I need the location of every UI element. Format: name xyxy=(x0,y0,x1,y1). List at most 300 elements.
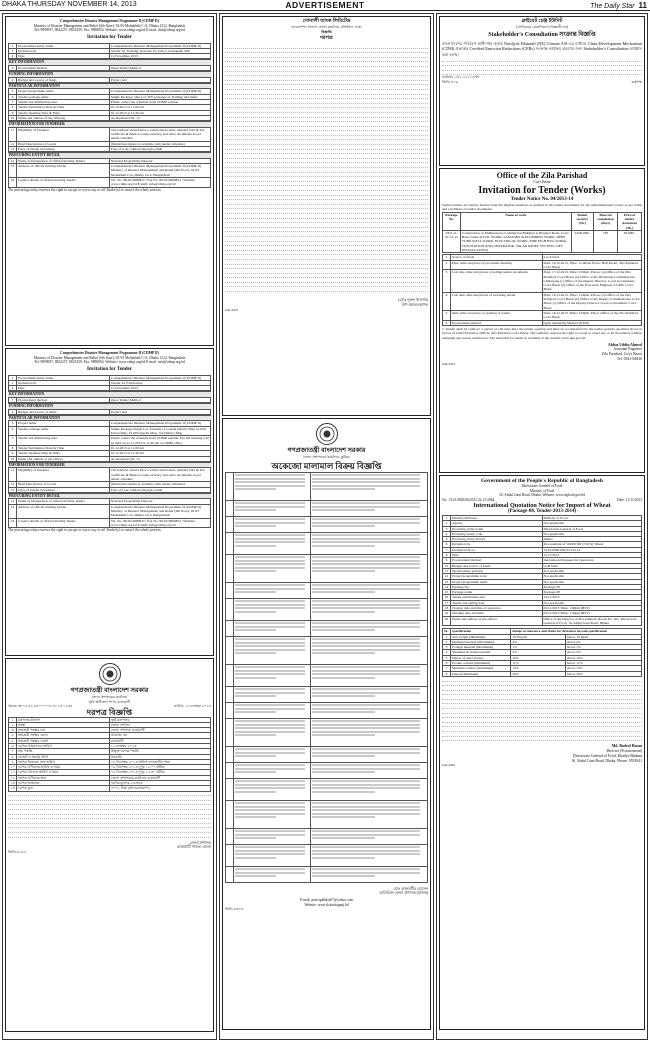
table-cell: 13 xyxy=(443,579,451,584)
table-row xyxy=(226,598,428,620)
text-line xyxy=(312,481,421,483)
table-cell: 14 xyxy=(9,499,17,504)
table-cell: দরপত্র জামানত xyxy=(17,781,110,786)
table-cell: 9 xyxy=(9,110,17,115)
ad-cdmp-2 xyxy=(5,348,214,656)
ad2-sec-proc: PROCURING ENTITY DETAIL xyxy=(8,493,211,499)
text-line xyxy=(235,837,276,839)
text-line xyxy=(312,711,375,713)
text-line xyxy=(235,481,305,483)
text-line xyxy=(312,626,421,628)
table-cell xyxy=(234,718,311,746)
table-row xyxy=(9,146,211,151)
ad4-sig1: (মোঃ নুরুল ইসলাম) xyxy=(398,298,428,303)
table-cell: 3 xyxy=(9,65,17,70)
ad6-body-lines xyxy=(442,57,642,75)
text-line xyxy=(235,692,305,694)
ad8-body-lines xyxy=(442,677,642,741)
table-cell: Tender for Fabrication xyxy=(109,380,210,385)
table-cell: Procurement method xyxy=(17,65,110,70)
table-cell xyxy=(310,582,427,598)
table-cell: Budget and source of funds xyxy=(17,77,110,82)
table-cell: ৬ xyxy=(9,743,17,748)
table-row xyxy=(443,310,642,320)
ad4-top1: সোনালী ব্যাংক লিমিটেড xyxy=(302,19,351,24)
text-line xyxy=(312,478,421,480)
table-cell: 15 xyxy=(443,590,451,595)
text-line xyxy=(235,560,305,562)
text-line xyxy=(235,545,276,547)
ad7-sign-name: Abbas Uddin Ahmed xyxy=(608,342,642,347)
text-line xyxy=(235,567,305,569)
table-cell: Tender last distributing date xyxy=(17,436,110,446)
table-cell: ১০ xyxy=(10,765,15,770)
table-cell: 3 xyxy=(9,397,17,402)
text-line xyxy=(312,645,421,647)
table-cell: Open Tender Method xyxy=(109,65,210,70)
text-line xyxy=(312,642,421,644)
text-line xyxy=(312,570,375,572)
text-line xyxy=(312,677,375,679)
text-line xyxy=(312,518,421,520)
table-cell: 13 xyxy=(9,146,17,151)
table-cell: 7 xyxy=(9,436,17,446)
text-line xyxy=(235,607,305,609)
table-cell: Test weight (Minimum) xyxy=(451,634,511,639)
table-cell: Procuring entity code xyxy=(451,531,543,536)
table-cell: ১১ xyxy=(10,770,15,775)
table-cell: 8 xyxy=(443,671,451,676)
table-cell: Gluten (minimum) xyxy=(451,671,511,676)
table-cell xyxy=(226,844,234,866)
ad8-min: Ministry of Food xyxy=(529,488,555,493)
table-cell: Project name xyxy=(17,421,110,426)
table-cell: Tender package name xyxy=(17,426,110,436)
table-cell: Not applicable xyxy=(542,574,641,579)
table-cell: Procurement method xyxy=(451,558,543,563)
text-line xyxy=(235,806,305,808)
ad2-org: Comprehensive Disaster Management Programme II (CDMP II) xyxy=(60,351,159,355)
text-line xyxy=(312,857,375,859)
ad5-code: জিডি-৪৩০৩ xyxy=(225,907,243,912)
ad8-sign-addr: 16, Abdul Gani Road, Dhaka. Phone: 9553941 xyxy=(571,758,642,763)
table-cell: Project/programme code xyxy=(451,574,543,579)
table-cell: Open Tender Method xyxy=(109,397,210,402)
ad7-place: Cox's Bazar xyxy=(533,180,551,184)
text-line xyxy=(235,857,276,859)
ad6-org-sub: (সেন্টারফর মেকানিক্যাল বিজ্ঞানীদের) xyxy=(516,25,568,29)
text-line xyxy=(312,560,421,562)
text-line xyxy=(235,850,305,852)
table-cell: Project/programme name xyxy=(451,579,543,584)
ad3-date: তারিখ: ১২ নভেম্বর ২০১৩ xyxy=(173,704,211,708)
table-cell xyxy=(226,762,234,778)
table-cell: সংস্থা xyxy=(17,722,110,727)
ad5-title: অকেজো মালামাল বিক্রয় বিজ্ঞপ্তি xyxy=(271,460,382,471)
text-line xyxy=(312,474,421,476)
table-cell: ক্রয়কারী সংস্থার জেলা xyxy=(17,738,110,743)
ad5-items-table xyxy=(225,472,428,883)
table-cell xyxy=(310,746,427,762)
table-cell: 4 xyxy=(9,409,17,414)
table-cell xyxy=(226,718,234,746)
table-cell: 12 November 2013 xyxy=(109,386,210,391)
table-cell: 6 xyxy=(443,661,451,666)
table-row xyxy=(226,746,428,762)
table-cell: 54,00,000/- xyxy=(571,230,593,252)
table-cell: (Detail description is available with tender schedule) xyxy=(109,141,210,146)
ad2-contact: Tel: 9890937, 8822257, 8821459, Fax: 9890854, Website: www.cdmp.org.bd E-mail: info@cdmp.org.bd xyxy=(34,360,185,364)
table-row xyxy=(443,260,642,270)
table-cell: Address of official inviting Tender xyxy=(17,164,110,178)
table-cell: ০৮ ডিসেম্বর ২০১৩ অফিস চলাকালীন সময় xyxy=(109,759,210,764)
table-cell xyxy=(226,702,234,718)
table-cell: 1 xyxy=(443,255,451,260)
table-cell: Tender package name xyxy=(17,94,110,99)
table-cell: মন্ত্রণালয়/বিভাগ xyxy=(17,717,110,722)
table-cell: বাজেট ও অর্থের উৎস xyxy=(17,754,110,759)
table-row xyxy=(9,456,211,461)
text-line xyxy=(235,541,305,543)
table-cell: Procurement entity name xyxy=(17,43,110,48)
table-row xyxy=(226,778,428,800)
table-cell: 18 xyxy=(443,606,451,611)
text-line xyxy=(225,287,428,292)
table-cell: The tenderer should have a valid trade license, updated VAT & Tax certificate & Bank account solvency and other documents as per tender schedule xyxy=(109,468,210,482)
ad-rangamati-tender xyxy=(5,658,214,1032)
table-row xyxy=(9,786,211,791)
table-cell: 2 xyxy=(9,386,17,391)
table-cell xyxy=(234,620,311,636)
table-cell xyxy=(310,800,427,828)
table-cell: Comprehensive Disaster Management Programme II (CDMP II) Ministry of Disaster Management and Relief (6th floor), 92-93 Mohakhali C/A, Dhaka 1212, Bangladesh xyxy=(109,164,210,178)
table-row xyxy=(9,127,211,141)
table-cell: Shrunken & broken kernels xyxy=(451,650,511,655)
ad7-terms: 7. Tender shall be valid for a period of 120 days after the tender opening and must be accompanied by the tender security specified above in favour of Chief Executive Officer, Zila Parishad, Cox's Bazar. The authority reserves the right to accept or reject any or all the tenders without assigning any reason whatsoever. The invitation for tender is available at the website www.dpp.gov.bd. xyxy=(442,326,642,340)
table-cell: Date xyxy=(17,54,110,59)
ad6-org: ক্লাইমেট চেঞ্জ ইউনিট xyxy=(521,19,563,24)
table-cell: 6 xyxy=(443,542,451,547)
text-line xyxy=(235,816,276,818)
table-cell: above 4% xyxy=(565,639,641,644)
table-cell: 14/11/2013 xyxy=(542,595,641,600)
text-line xyxy=(235,727,305,729)
table-row xyxy=(226,762,428,778)
table-cell: Tender Opening Date & Time xyxy=(17,451,110,456)
text-line xyxy=(312,813,421,815)
text-line xyxy=(235,708,305,710)
table-row xyxy=(443,292,642,310)
table-cell: Invitation for xyxy=(17,380,110,385)
text-line xyxy=(235,645,305,647)
ad2-title: Invitation for Tender xyxy=(87,366,132,372)
text-line xyxy=(235,649,305,651)
table-cell: 5 xyxy=(9,89,17,94)
table-cell xyxy=(310,636,427,664)
text-line xyxy=(312,488,375,490)
text-line xyxy=(235,474,305,476)
table-row xyxy=(226,582,428,598)
table-row xyxy=(226,844,428,866)
ad4-top2: মানবসম্পদ বিভাগ, প্রধান কার্যালয়, মতিঝিল, ঢাকা xyxy=(291,25,362,29)
table-cell: 2 xyxy=(443,260,451,270)
table-cell: Price of Tender Document xyxy=(17,146,110,151)
ad3-dept: ভূমি অধিগ্রহণ শাখা, রাঙামাটি xyxy=(88,699,131,704)
table-cell: Date xyxy=(17,386,110,391)
ad2-table-info xyxy=(8,467,211,492)
table-cell: 10 xyxy=(9,115,17,120)
text-line xyxy=(312,850,421,852)
table-cell: Eligibility of Tenderer xyxy=(17,127,110,141)
table-cell: 4% xyxy=(511,639,566,644)
ad6-footer xyxy=(442,80,642,85)
text-line xyxy=(235,704,305,706)
text-line xyxy=(235,791,276,793)
table-cell: ২ xyxy=(9,722,17,727)
text-line xyxy=(235,673,305,675)
table-cell xyxy=(310,472,427,500)
table-cell: 16 xyxy=(9,177,17,187)
table-cell xyxy=(310,762,427,778)
table-cell: Tel. No. 88-02-9890937 | Fax No. 88-02-9890854 | Website: www.cdmp.org.bd E-mail: info@cdmp.org.bd xyxy=(109,177,210,187)
text-line xyxy=(312,872,421,874)
ad1-note: The procuring entity reserves the right to accept or reject any or all Tender(s) or cancel the whole process. xyxy=(8,187,162,192)
table-cell: 12 xyxy=(443,574,451,579)
table-cell xyxy=(234,866,311,882)
ad2-sec-key: KEY INFORMATION xyxy=(8,391,211,397)
table-cell: Procurement entity name xyxy=(17,375,110,380)
ad-comilla-auction xyxy=(222,418,431,1030)
table-cell: 11% xyxy=(511,661,566,666)
text-line xyxy=(235,802,305,804)
table-cell: above 10% xyxy=(565,655,641,660)
table-cell: 9 xyxy=(443,558,451,563)
ad-wheat-import xyxy=(439,475,645,1030)
table-cell xyxy=(234,664,311,686)
table-cell xyxy=(226,620,234,636)
text-line xyxy=(312,768,421,770)
table-cell: দরপত্র খোলার তারিখ ও সময় xyxy=(17,770,110,775)
text-line xyxy=(235,666,305,668)
ad3-signature xyxy=(8,841,211,851)
table-row xyxy=(226,718,428,746)
table-cell xyxy=(226,500,234,516)
ad7-info-table xyxy=(442,254,642,325)
table-cell: 14 xyxy=(443,584,451,589)
table-cell: 02/11/2013 Time: 1.00pm (BST) xyxy=(542,606,641,611)
table-cell: ৩ xyxy=(9,728,17,733)
table-cell: 5 xyxy=(9,421,17,426)
table-cell: জেলা প্রশাসক, রাঙামাটি xyxy=(109,728,210,733)
table-cell: 12 November 2013 xyxy=(109,54,210,59)
ad8-pkg: (Package-08, Tender-2013-2014) xyxy=(507,509,577,514)
text-line xyxy=(312,809,421,811)
table-cell: Damaged kernels (Maximum) xyxy=(451,639,511,644)
table-cell: Invitation for xyxy=(451,542,543,547)
table-cell: Contact details of official inviting Tender xyxy=(17,518,110,528)
text-line xyxy=(235,755,276,757)
table-cell: 17 xyxy=(443,600,451,605)
ad4-signature xyxy=(225,298,428,308)
table-cell xyxy=(310,844,427,866)
table-cell: 12 xyxy=(9,141,17,146)
table-cell: Budget and source of funds xyxy=(451,563,543,568)
table-cell xyxy=(310,664,427,686)
ad-zila-parishad xyxy=(439,168,645,473)
text-line xyxy=(235,509,276,511)
text-line xyxy=(235,813,305,815)
text-line xyxy=(312,502,421,504)
table-cell: 10 xyxy=(443,563,451,568)
table-cell xyxy=(310,516,427,532)
table-cell: Date: 10.12.2013, Time: 11.00am, Place: Hall Room, Zila Parishad, Cox's Bazar xyxy=(542,260,641,270)
text-line xyxy=(312,806,421,808)
table-cell: ০৯ ডিসেম্বর ২০১৩ দুপুর ১২.৩০ ঘটিকা xyxy=(109,770,210,775)
table-cell: Tel. No. 88-02-9890937 | Fax No. 88-02-9890854 | Website: www.cdmp.org.bd E-mail: info@cdmp.org.bd xyxy=(109,518,210,528)
table-cell: Name and address of the office(s) xyxy=(17,115,110,120)
table-cell: Please collect the schedule from CDMP website. Pre-bid meeting will be held on 21.11.2013 at 11.00 am at CDMP office xyxy=(110,436,209,445)
table-cell: 5 xyxy=(443,537,451,542)
ad3-table xyxy=(8,717,211,792)
table-cell: ৫ xyxy=(9,738,17,743)
ad1-title: Invitation for Tender xyxy=(87,34,132,40)
ad4-code: GD-4321 xyxy=(225,307,239,312)
table-row xyxy=(226,828,428,844)
ad6-title: Stakeholder's Consultation সংক্রান্ত বিজ্ঞপ্তি xyxy=(488,31,596,38)
table-cell: Ministry/Division xyxy=(451,516,543,521)
text-line xyxy=(235,872,305,874)
ad6-code: জিডি-৪০৯ xyxy=(442,79,459,84)
table-row xyxy=(226,472,428,500)
table-cell: Invitation for xyxy=(17,48,110,53)
text-line xyxy=(235,518,305,520)
text-line xyxy=(235,670,305,672)
table-cell: Not applicable xyxy=(542,531,641,536)
table-cell: 4 xyxy=(443,531,451,536)
table-cell xyxy=(234,554,311,582)
text-line xyxy=(312,673,421,675)
table-cell: 8 xyxy=(9,445,17,450)
table-cell: 11/11/2013 xyxy=(542,553,641,558)
table-cell: Free of Cost/ without through e-mail xyxy=(109,487,210,492)
text-line xyxy=(235,734,276,736)
text-line xyxy=(312,649,421,651)
text-line xyxy=(8,833,211,838)
table-row xyxy=(226,664,428,686)
table-cell xyxy=(234,800,311,828)
ad8-sign-dir: Directorate General of Food, Khadya Bhaban xyxy=(572,753,642,758)
table-cell xyxy=(234,516,311,532)
text-line xyxy=(235,588,305,590)
text-line xyxy=(235,771,276,773)
ad7-signature xyxy=(442,343,642,362)
table-row xyxy=(9,409,211,414)
table-cell: Tender last distribution date xyxy=(17,100,110,105)
ad1-sec-part: PARTICULAR INFORMATION xyxy=(8,83,211,89)
text-line xyxy=(235,853,305,855)
table-cell: Please collect the schedule from CDMP website xyxy=(109,100,210,105)
text-line xyxy=(235,584,305,586)
table-cell: above 1% xyxy=(565,645,641,650)
text-line xyxy=(312,604,421,606)
text-line xyxy=(235,478,305,480)
table-cell: ১৩ xyxy=(10,781,15,786)
table-cell xyxy=(226,554,234,582)
table-cell: 7 xyxy=(443,547,451,552)
table-cell: Date xyxy=(451,553,543,558)
ad7-code: GD-4315 xyxy=(442,361,456,366)
text-line xyxy=(312,764,421,766)
ad1-sec-key: KEY INFORMATION xyxy=(8,59,211,65)
ad5-sign-role: অতিরিক্ত জেলা প্রশাসক (রাজস্ব) xyxy=(379,891,428,896)
text-line xyxy=(442,737,642,742)
table-cell: National Programme Director xyxy=(109,158,210,163)
table-cell: Tender Opening Date & Time xyxy=(17,110,110,115)
ad3-body-lines xyxy=(8,792,211,838)
table-cell: Not applicable xyxy=(542,600,641,605)
table-cell: Package-08 xyxy=(542,584,641,589)
table-cell: Comprehensive Disaster Management Programme II (CDMP II) Ministry of Disaster Management and Relief (6th floor), 92-93 Mohakhali C/A, Dhaka 1212, Bangladesh xyxy=(109,504,210,518)
text-line xyxy=(312,875,375,877)
table-cell: 1 xyxy=(9,48,17,53)
table-row xyxy=(9,397,211,402)
table-cell: দরপত্র দাখিলের স্থান xyxy=(17,775,110,780)
text-line xyxy=(235,875,276,877)
text-line xyxy=(235,626,305,628)
table-cell: below 76 kg/hl xyxy=(565,634,641,639)
ad3-code: জিডি-৪১৬৫ xyxy=(8,850,26,855)
text-line xyxy=(312,638,421,640)
table-cell: Contact details of official inviting Tender xyxy=(17,177,110,187)
text-line xyxy=(235,834,305,836)
text-line xyxy=(235,652,276,654)
text-line xyxy=(235,784,305,786)
table-cell: above 13% xyxy=(565,666,641,671)
text-line xyxy=(312,652,375,654)
table-cell xyxy=(310,500,427,516)
column-middle xyxy=(219,13,434,1040)
ad3-office: জেলা প্রশাসকের কার্যালয় xyxy=(91,695,128,699)
table-row xyxy=(9,115,211,120)
text-line xyxy=(312,567,421,569)
table-cell xyxy=(226,778,234,800)
table-row xyxy=(226,702,428,718)
text-line xyxy=(235,780,305,782)
table-cell: 15 xyxy=(9,164,17,178)
text-line xyxy=(312,584,421,586)
table-cell: Brief Description of Goods xyxy=(17,141,110,146)
ad6-body: বাংলাদেশের পরিবেশ অধিদপ্তর কর্তৃক Nordjysk Elhandel (NE) Climate A/S এর মাধ্যমে Clean Development Mechanism (CDM) প্রকল্পের Certified Emission Reductions (CERs) সংক্রান্ত কার্যক্রম গ্রহণের জন্য Stakeholder's Consultation আহ্বান করা হচ্ছে। xyxy=(442,40,642,57)
text-line xyxy=(312,734,375,736)
text-line xyxy=(312,485,421,487)
table-cell xyxy=(226,516,234,532)
table-cell: Date: 18.12.2013, Time: 3.00pm. Place: Office of the Zila Parishad, Cox's Bazar xyxy=(542,310,641,320)
table-cell: Source of funds xyxy=(451,255,543,260)
text-line xyxy=(235,695,276,697)
table-cell: Procurement of 50,000 MT (±10%) Wheat xyxy=(542,542,641,547)
text-line xyxy=(312,853,421,855)
text-line xyxy=(312,591,375,593)
ad8-sign-role: Director (Procurement) xyxy=(606,749,642,754)
table-header-cell: Time for completion (days) xyxy=(593,212,617,230)
text-line xyxy=(312,704,421,706)
text-line xyxy=(235,522,305,524)
text-line xyxy=(312,556,421,558)
ad7-package-table xyxy=(442,212,642,254)
text-line xyxy=(312,787,421,789)
ad2-sec-part: PARTICULAR INFORMATION xyxy=(8,415,211,421)
table-cell: above 5% xyxy=(565,650,641,655)
